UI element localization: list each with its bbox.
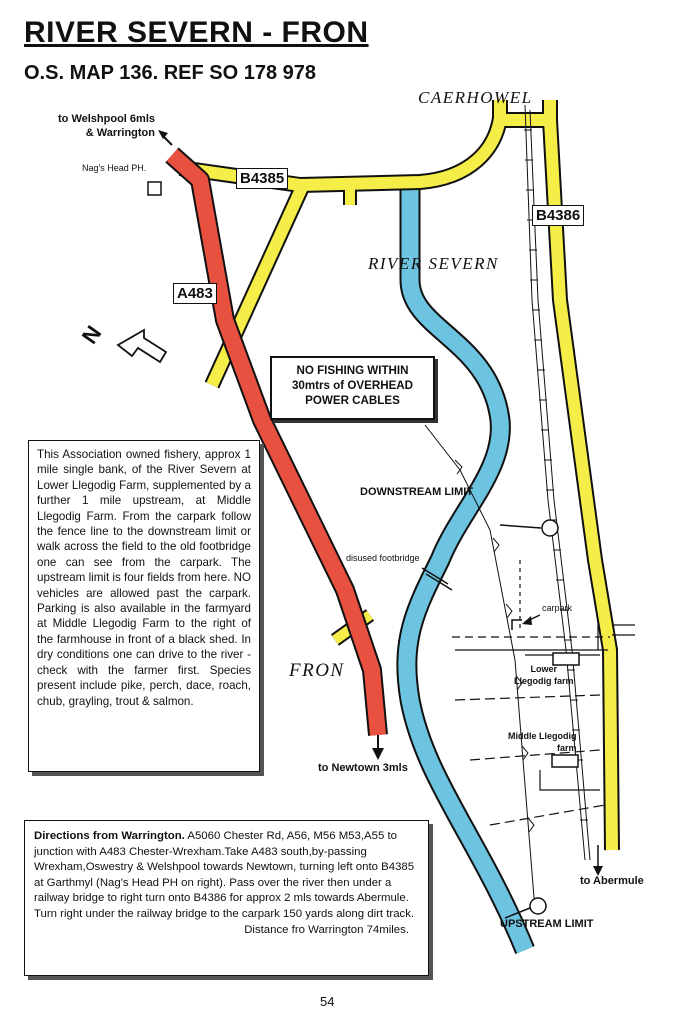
newtown-direction: to Newtown 3mls [318, 762, 408, 774]
no-fishing-notice: NO FISHING WITHIN 30mtrs of OVERHEAD POWER CABLES [270, 356, 435, 420]
nags-head-marker [148, 182, 161, 195]
a483-label: A483 [173, 283, 217, 304]
b4386-label: B4386 [532, 205, 584, 226]
fron-label: FRON [289, 660, 345, 681]
directions-box [24, 820, 429, 976]
caerhowel-label: CAERHOWEL [418, 88, 533, 107]
middle-llegodig-building [552, 755, 578, 767]
directions-heading: Directions from Warrington. [34, 830, 185, 842]
b4385-label: B4385 [236, 168, 288, 189]
lower-llegodig-label: Lower Llegodig farm [514, 664, 574, 686]
directions-body: A5060 Chester Rd, A56, M56 M53,A55 to junction with A483 Chester-Wrexham.Take A483 south,by-passing Wrexham,Oswestry & Welshpool towards Newtown, turning left onto B4385 at Garthmyl (Nag's Head PH on right). Pass over the river then under a railway bridge to right turn onto B4386 for approx 2 mls towards Abermule. Turn right under the railway bridge to the carpark 150 yards along dirt track. [34, 830, 415, 920]
page-title: RIVER SEVERN - FRON [24, 16, 369, 49]
welshpool-direction: to Welshpool 6mls & Warrington [58, 113, 155, 139]
upstream-limit-label: UPSTREAM LIMIT [500, 918, 594, 930]
downstream-limit-label: DOWNSTREAM LIMIT [360, 486, 474, 498]
nags-head-label: Nag's Head PH. [82, 163, 147, 173]
middle-llegodig-label: Middle Llegodig farm [508, 731, 577, 753]
north-arrow-icon [118, 330, 166, 362]
abermule-direction: to Abermule [580, 875, 644, 887]
north-label: N [76, 321, 107, 349]
fishery-info-box: This Association owned fishery, approx 1 mile single bank, of the River Severn at Lower Llegodig Farm, supplemented by a further 1 mile upstream, at Middle Llegodig Farm. From the carpark follow the fence line to the downstream limit or walk across the field to the old footbridge one can see from the carpark. The upstream limit is four fields from here. NO vehicles are allowed past the carpark. Parking is also available in the farmyard at Middle Llegodig Farm to the right of the farmhouse in front of a black shed. In dry conditions one can drive to the river - check with the farmer first. Species present include pike, perch, dace, roach, chub, grayling, trout & salmon. [28, 440, 260, 772]
downstream-limit-marker [500, 520, 558, 536]
disused-footbridge-label: disused footbridge [346, 553, 420, 563]
directions-distance: Distance fro Warrington 74miles. [244, 923, 409, 936]
page-number: 54 [320, 994, 335, 1009]
map-reference: O.S. MAP 136. REF SO 178 978 [24, 62, 316, 84]
carpark-label: carpark [542, 603, 573, 613]
river-severn-label: RIVER SEVERN [368, 254, 499, 273]
